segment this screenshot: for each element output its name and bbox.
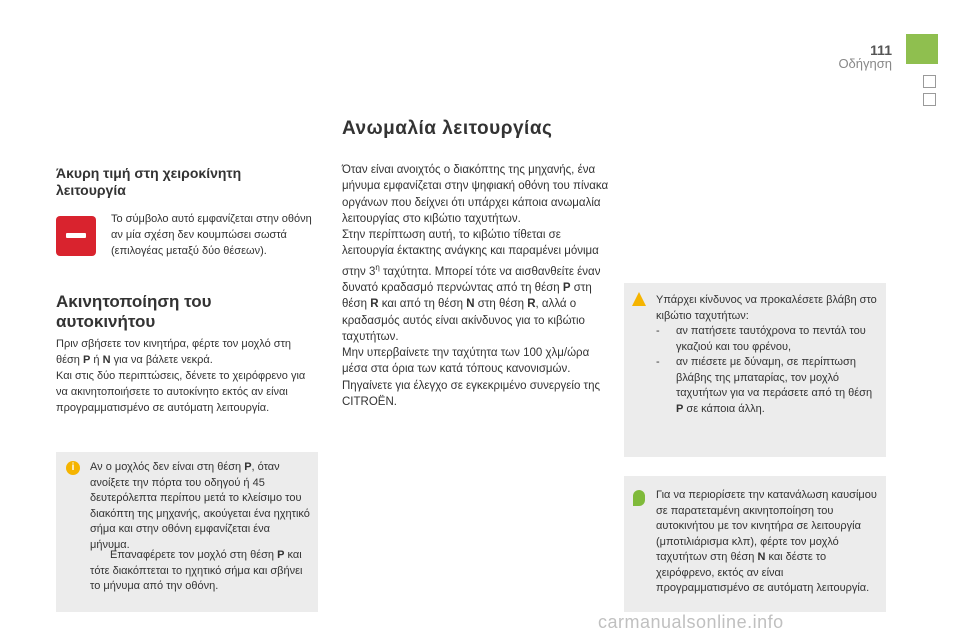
eco-leaf-icon: [633, 490, 645, 506]
warning-box-text: Υπάρχει κίνδυνος να προκαλέσετε βλάβη στο κιβώτιο ταχυτήτων: - αν πατήσετε ταυτόχρονα το πεντάλ του γκαζιού και του φρένου, - αν πιέσετε με δύναμη, σε περίπτωση βλάβης της μπαταρίας, τον μοχλό ταχυτήτων για να περάσετε από τη θέση P σε κάποια άλλη.: [656, 294, 877, 415]
symbol-description: Το σύμβολο αυτό εμφανίζεται στην οθόνη αν μία σχέση δεν κουμπώσει σωστά (επιλογέας μεταξύ δύο θέσεων).: [111, 213, 312, 257]
symbol-bar: [66, 233, 86, 238]
malfunction-text: Όταν είναι ανοιχτός ο διακόπτης της μηχανής, ένα μήνυμα εμφανίζεται στην ψηφιακή οθόνη του πίνακα οργάνων που δείχνει ότι υπάρχει κάποια ανωμαλία λειτουργίας στο κιβώτιο ταχυτήτων. Στην περίπτωση αυτή, το κιβώτιο τίθεται σε λειτουργία έκτακτης ανάγκης και παραμένει μόνιμα στην $3^\eta$ ταχύτητα. Μπορεί τότε να αισθανθείτε έναν δυνατό κραδασμό περνώντας από τη θέση P στη θέση R και από τη θέση N στη θέση R, αλλά ο κραδασμός αυτός είναι ακίνδυνος για το κιβώτιο ταχυτήτων. Μην υπερβαίνετε την ταχύτητα των 100 χλμ/ώρα μέσα στα όρια των κατά τόπους κανονισμών. Πηγαίνετε για έλεγχο σε εγκεκριμένο συνεργείο της CITROËN.: [342, 164, 609, 408]
heading-malfunction: Ανωμαλία λειτουργίας: [342, 118, 553, 139]
nav-square-icon: [923, 93, 936, 106]
info-box-text: Αν ο μοχλός δεν είναι στη θέση P, όταν ανοίξετε την πόρτα του οδηγού ή 45 δευτερόλεπτα περίπου μετά το κλείσιμο του διακόπτη της μηχανής, ακούγεται ένα ηχητικό σήμα και στην οθόνη εμφανίζεται ένα μήνυμα.: [90, 461, 310, 551]
heading-invalid-manual: Άκυρη τιμή στη χειροκίνητη λειτουργία: [56, 165, 242, 198]
heading-immobilisation: Ακινητοποίηση του αυτοκινήτου: [56, 292, 212, 331]
immobilisation-text: Πριν σβήσετε τον κινητήρα, φέρτε τον μοχλό στη θέση P ή N για να βάλετε νεκρά. Και στις δύο περιπτώσεις, δένετε το χειρόφρενο για να ακινητοποιήσετε το αυτοκίνητο εκτός αν είναι προγραμματισμένο σε αυτόματη λειτουργία.: [56, 338, 306, 414]
page-number: 111: [870, 42, 892, 58]
info-icon: i: [66, 461, 80, 475]
watermark: carmanualsonline.info: [598, 612, 784, 632]
section-title: Οδήγηση: [838, 56, 892, 71]
info-box-step: Επαναφέρετε τον μοχλό στη θέση P και τότε διακόπτεται το ηχητικό σήμα και σβήνει το μήνυμα από την οθόνη.: [90, 549, 303, 592]
eco-box-text: Για να περιορίσετε την κατανάλωση καυσίμου σε παρατεταμένη ακινητοποίηση του αυτοκινήτου με τον κινητήρα σε λειτουργία (μποτιλιάρισμα κλπ), φέρτε τον μοχλό ταχυτήτων στη θέση N και δέστε το χειρόφρενο, εκτός αν είναι προγραμματισμένο σε αυτόματη λειτουργία.: [656, 489, 877, 594]
section-tab: [906, 34, 938, 64]
nav-square-icon: [923, 75, 936, 88]
warning-icon: [632, 292, 646, 306]
